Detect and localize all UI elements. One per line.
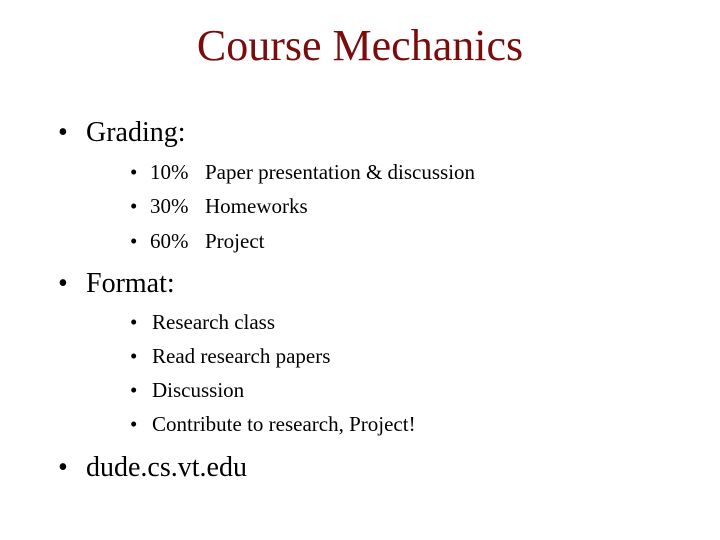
format-heading: Format: [86, 268, 175, 299]
grading-percent: 60% [150, 229, 189, 253]
sub-bullet-icon: • [130, 412, 138, 436]
grading-label: Paper presentation & discussion [205, 160, 476, 184]
grading-label: Homeworks [205, 194, 308, 218]
sub-bullet-icon: • [130, 344, 138, 368]
bullet-item-format [58, 267, 358, 301]
bullet-icon: • [58, 268, 68, 299]
format-label: Discussion [152, 378, 245, 402]
bullet-item-grading [58, 116, 358, 150]
format-label: Read research papers [152, 344, 331, 368]
format-item [130, 411, 550, 437]
course-website-link[interactable]: dude.cs.vt.edu [86, 452, 247, 483]
grading-item [130, 159, 550, 185]
grading-item [130, 193, 550, 219]
grading-heading: Grading: [86, 117, 186, 148]
sub-bullet-icon: • [130, 160, 138, 184]
sub-bullet-icon: • [130, 194, 138, 218]
grading-percent: 30% [150, 194, 189, 218]
format-item [130, 343, 550, 369]
format-item [130, 309, 550, 335]
grading-item [130, 228, 550, 254]
format-label: Contribute to research, Project! [152, 412, 416, 436]
format-label: Research class [152, 310, 276, 334]
sub-bullet-icon: • [130, 310, 138, 334]
bullet-icon: • [58, 117, 68, 148]
slide-title: Course Mechanics [196, 21, 524, 70]
bullet-item-website [58, 451, 358, 485]
sub-bullet-icon: • [130, 229, 138, 253]
bullet-icon: • [58, 452, 68, 483]
grading-label: Project [205, 229, 265, 253]
sub-bullet-icon: • [130, 378, 138, 402]
grading-percent: 10% [150, 160, 189, 184]
format-item [130, 377, 550, 403]
